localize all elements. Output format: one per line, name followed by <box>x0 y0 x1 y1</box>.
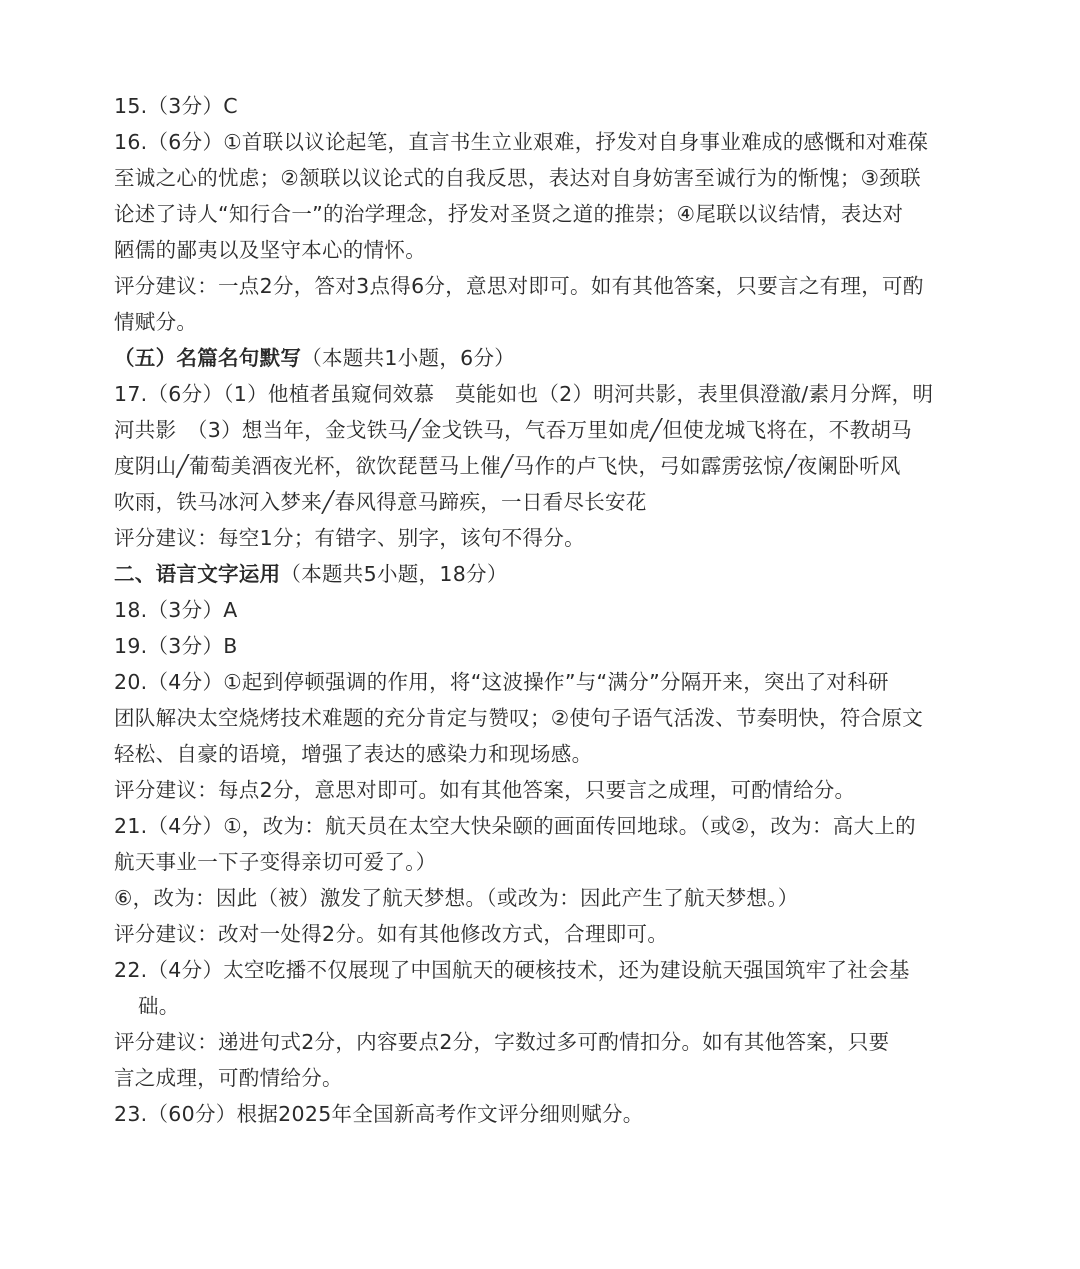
answer-21-line-1: 21.（4分）①，改为：航天员在太空大快朵颐的画面传回地球。（或②，改为：高大上的 <box>114 814 916 838</box>
section-heading-5 <box>114 340 1000 376</box>
answer-key-document <box>114 88 1000 1132</box>
answer-16-line-4: 陋儒的鄙夷以及坚守本心的情怀。 <box>114 238 426 262</box>
scoring-note-16-line-2: 情赋分。 <box>114 310 198 334</box>
scoring-note-22-line-2: 言之成理，可酌情给分。 <box>114 1066 343 1090</box>
section-heading-2 <box>114 556 1000 592</box>
section-5-note: （本题共1小题，6分） <box>301 346 516 370</box>
answer-22-line-1: 22.（4分）太空吃播不仅展现了中国航天的硬核技术，还为建设航天强国筑牢了社会基 <box>114 958 910 982</box>
answer-18: 18.（3分）A <box>114 598 238 622</box>
answer-17-line-2: 河共影 （3）想当年，金戈铁马╱金戈铁马，气吞万里如虎╱但使龙城飞将在，不教胡马 <box>114 418 912 442</box>
scoring-note-16-line-1: 评分建议：一点2分，答对3点得6分，意思对即可。如有其他答案，只要言之有理，可酌 <box>114 274 924 298</box>
answer-17-line-1: 17.（6分）（1）他植者虽窥伺效慕 莫能如也（2）明河共影，表里俱澄澈/素月分辉，明 <box>114 382 934 406</box>
answer-20-line-3: 轻松、自豪的语境，增强了表达的感染力和现场感。 <box>114 742 593 766</box>
answer-17-line-4: 吹雨，铁马冰河入梦来╱春风得意马蹄疾，一日看尽长安花 <box>114 490 647 514</box>
answer-21-line-2: 航天事业一下子变得亲切可爱了。） <box>114 850 437 874</box>
scoring-note-22-line-1: 评分建议：递进句式2分，内容要点2分，字数过多可酌情扣分。如有其他答案，只要 <box>114 1030 890 1054</box>
answer-19: 19.（3分）B <box>114 634 238 658</box>
answer-17-line-3: 度阴山╱葡萄美酒夜光杯，欲饮琵琶马上催╱马作的卢飞快，弓如霹雳弦惊╱夜阑卧听风 <box>114 454 901 478</box>
scoring-note-21: 评分建议：改对一处得2分。如有其他修改方式，合理即可。 <box>114 922 669 946</box>
answer-20-line-2: 团队解决太空烧烤技术难题的充分肯定与赞叹；②使句子语气活泼、节奏明快，符合原文 <box>114 706 924 730</box>
answer-16-line-1: 16.（6分）①首联以议论起笔，直言书生立业艰难，抒发对自身事业难成的感慨和对难葆 <box>114 130 929 154</box>
scoring-note-17: 评分建议：每空1分；有错字、别字，该句不得分。 <box>114 526 585 550</box>
answer-22-line-2: 础。 <box>138 994 180 1018</box>
answer-23: 23.（60分）根据2025年全国新高考作文评分细则赋分。 <box>114 1102 644 1126</box>
section-2-note: （本题共5小题，18分） <box>280 562 508 586</box>
section-5-title: （五）名篇名句默写 <box>114 346 302 370</box>
scoring-note-20: 评分建议：每点2分，意思对即可。如有其他答案，只要言之成理，可酌情给分。 <box>114 778 856 802</box>
answer-16-line-2: 至诚之心的忧虑；②颔联以议论式的自我反思，表达对自身妨害至诚行为的惭愧；③颈联 <box>114 166 921 190</box>
section-2-title: 二、语言文字运用 <box>114 562 281 586</box>
answer-21-line-3: ⑥，改为：因此（被）激发了航天梦想。（或改为：因此产生了航天梦想。） <box>114 886 799 910</box>
answer-16-line-3: 论述了诗人“知行合一”的治学理念，抒发对圣贤之道的推崇；④尾联以议结情，表达对 <box>114 202 904 226</box>
answer-20-line-1: 20.（4分）①起到停顿强调的作用，将“这波操作”与“满分”分隔开来，突出了对科研 <box>114 670 889 694</box>
answer-15: 15.（3分）C <box>114 94 238 118</box>
